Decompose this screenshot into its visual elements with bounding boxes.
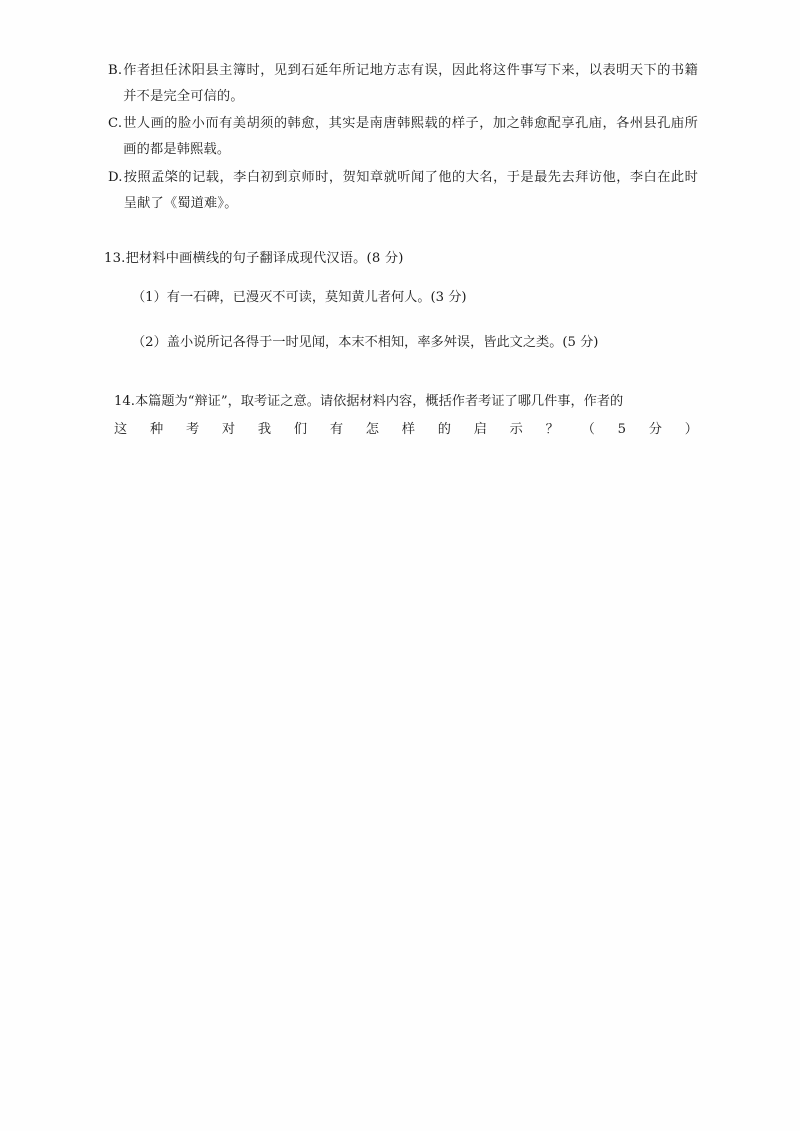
- option-text: 世人画的脸小而有美胡须的韩愈，其实是南唐韩熙载的样子，加之韩愈配享孔庙，各州县孔庙所画的都是韩熙载。: [123, 116, 698, 158]
- question-14-number: 14.: [114, 393, 135, 409]
- option-marker: C.: [108, 116, 123, 132]
- question-13-sub-2: （2）盖小说所记各得于一时见闻，本末不相知，率多舛误，皆此文之类。(5 分): [132, 334, 599, 350]
- question-14-char: 这: [114, 422, 128, 438]
- question-14-line1: 本篇题为“辩证”，取考证之意。请依据材料内容，概括作者考证了哪几件事，作者的: [134, 393, 624, 409]
- question-14-char: ？: [545, 422, 559, 438]
- question-14-char: 的: [437, 422, 451, 438]
- question-14-char: 对: [221, 422, 236, 438]
- question-14-char: 样: [401, 422, 415, 438]
- question-14-char: 5: [617, 422, 626, 438]
- question-14-char: 们: [293, 422, 308, 438]
- question-14-char: 分: [648, 422, 662, 438]
- question-14-char: 我: [257, 422, 272, 438]
- option-marker: B.: [108, 63, 123, 78]
- option-marker: D.: [108, 169, 123, 185]
- question-14-char: 考: [185, 422, 200, 438]
- question-14-char: 有: [329, 422, 343, 438]
- question-13-number: 13.: [104, 251, 126, 267]
- page-content: [104, 58, 698, 444]
- option-item: [108, 58, 698, 109]
- question-14-char: ）: [684, 422, 698, 438]
- question-14-char: 怎: [365, 422, 379, 438]
- question-14-char: （: [581, 422, 595, 438]
- question-13-sub-1: （1）有一石碑，已漫灭不可读，莫知黄儿者何人。(3 分): [132, 289, 467, 305]
- question-14-line2: [114, 417, 698, 443]
- option-item: [108, 165, 698, 216]
- question-13-stem: 把材料中画横线的句子翻译成现代汉语。(8 分): [125, 251, 404, 267]
- question-14-char: 示: [509, 422, 523, 438]
- question-14-char: 种: [149, 422, 164, 438]
- question-13: [104, 246, 698, 272]
- option-item: [108, 111, 698, 162]
- question-14: [114, 389, 698, 444]
- option-text: 作者担任沭阳县主簿时，见到石延年所记地方志有误，因此将这件事写下来，以表明天下的书籍并不是完全可信的。: [123, 63, 698, 104]
- option-text: 按照孟棨的记载，李白初到京师时，贺知章就听闻了他的大名，于是最先去拜访他，李白在此时呈献了《蜀道难》。: [123, 169, 698, 211]
- question-14-char: 启: [473, 422, 487, 438]
